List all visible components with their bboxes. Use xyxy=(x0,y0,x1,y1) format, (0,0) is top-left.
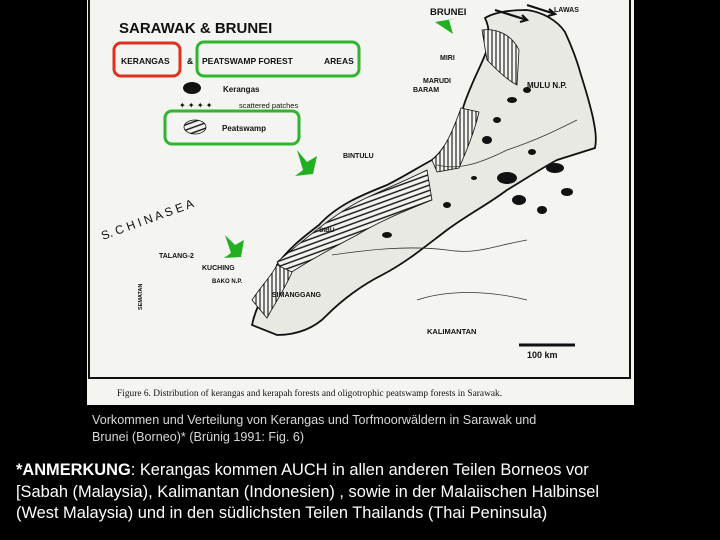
annotation-note xyxy=(16,460,716,525)
legend-areas-header: AREAS xyxy=(324,56,354,66)
legend-amp: & xyxy=(187,56,194,66)
label-talang: TALANG-2 xyxy=(159,253,194,260)
label-simanggang: SIMANGGANG xyxy=(272,292,321,299)
label-lawas: LAWAS xyxy=(554,7,579,14)
scale-bar-label: 100 km xyxy=(527,350,558,360)
note-line-2: [Sabah (Malaysia), Kalimantan (Indonesien) , sowie in der Malaiischen Halbinsel xyxy=(16,482,600,501)
map-figure xyxy=(87,0,634,405)
legend-kerangas-header: KERANGAS xyxy=(121,56,170,66)
legend-kerangas-label: Kerangas xyxy=(223,85,260,94)
label-miri: MIRI xyxy=(440,55,455,62)
map-title: SARAWAK & BRUNEI xyxy=(119,20,273,37)
label-kalimantan: KALIMANTAN xyxy=(427,327,477,336)
legend-peatswamp-label: Peatswamp xyxy=(222,124,267,133)
label-brunei: BRUNEI xyxy=(430,7,467,18)
legend-kerangas-swatch xyxy=(183,82,201,94)
arrow-kuching xyxy=(224,235,244,258)
legend-peatswamp-header: PEATSWAMP FOREST xyxy=(202,56,293,66)
label-bintulu: BINTULU xyxy=(343,153,374,160)
arrow-brunei xyxy=(435,18,459,34)
note-line-1 xyxy=(16,460,716,482)
label-kuching: KUCHING xyxy=(202,265,235,272)
arrow-bintulu xyxy=(295,150,317,176)
label-marudi: MARUDI xyxy=(423,78,451,85)
legend-scattered-label: scattered patches xyxy=(239,101,299,110)
caption-line-1: Vorkommen und Verteilung von Kerangas und Torfmoorwäldern in Sarawak und xyxy=(92,413,537,427)
label-sematan: SEMATAN xyxy=(138,283,144,310)
caption-line-2: Brunei (Borneo)* (Brünig 1991: Fig. 6) xyxy=(92,430,305,444)
label-mulu: MULU N.P. xyxy=(527,81,567,90)
legend-peatswamp-swatch xyxy=(184,120,206,134)
note-line-3: (West Malaysia) und in den südlichsten Teilen Thailands (Thai Peninsula) xyxy=(16,504,548,522)
label-baram: BARAM xyxy=(413,87,440,94)
label-bako: BAKO N.P. xyxy=(212,279,243,285)
label-sibu: SIBU xyxy=(319,227,335,234)
note-keyword: *ANMERKUNG xyxy=(16,461,131,479)
figure-caption: Figure 6. Distribution of kerangas and kerapah forests and oligotrophic peatswamp forests in Sarawak. xyxy=(117,389,503,399)
label-sea: S. C H I N A S E A xyxy=(99,196,196,243)
legend-scattered-swatch: ✦ ✦ ✦ ✦ xyxy=(179,101,213,110)
note-line-1-text: : Kerangas kommen AUCH in allen anderen Teilen Borneos vor xyxy=(130,461,589,479)
image-caption xyxy=(92,412,632,446)
map-drawing xyxy=(87,0,634,405)
